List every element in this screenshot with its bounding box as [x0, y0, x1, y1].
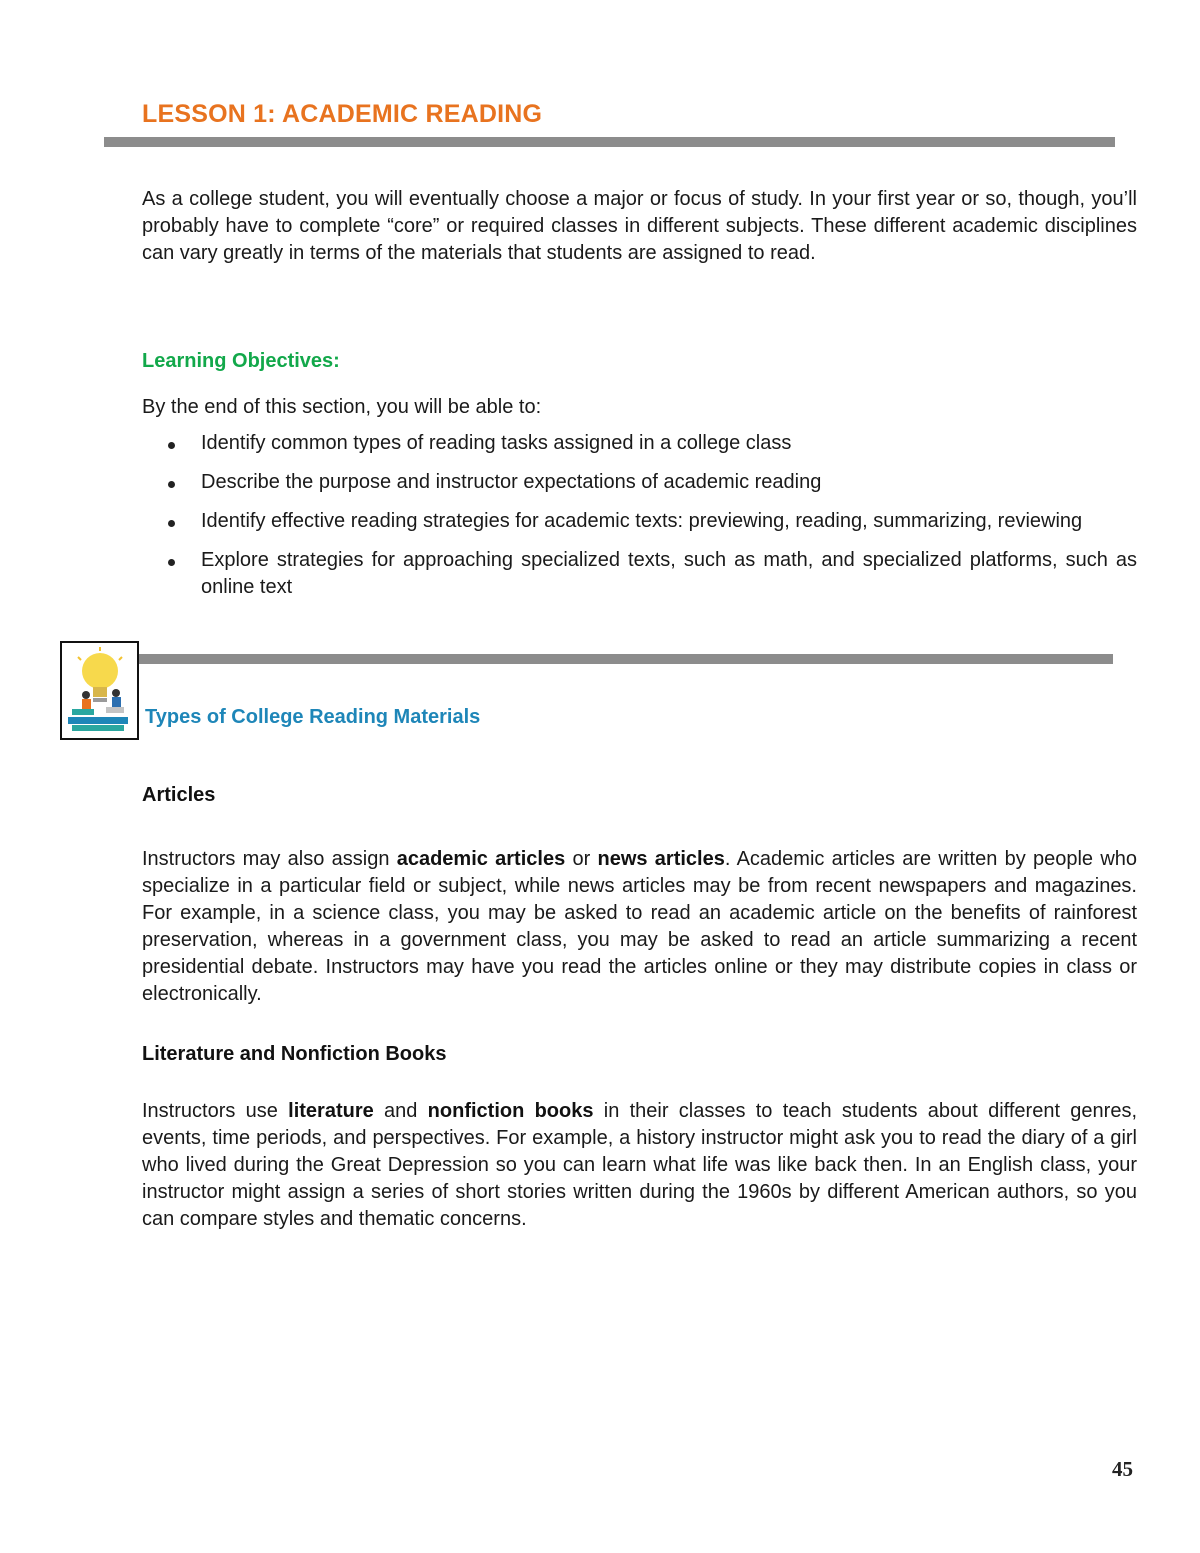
articles-paragraph: Instructors may also assign academic articles or news articles. Academic articles are written by people who specialize in a particular field or subject, while news articles may be from recent newspapers and magazines. For example, in a science class, you may be asked to read an academic article on the benefits of rainforest preservation, whereas in a government class, you may be asked to read an article summarizing a recent presidential debate. Instructors may have you read the articles online or they may distribute copies in class or electronically. [142, 848, 1138, 1005]
section-divider [135, 654, 1113, 664]
intro-paragraph: As a college student, you will eventually choose a major or focus of study. In your first year or so, though, you’ll probably have to complete “core” or required classes in different subjects. These different academic disciplines can vary greatly in terms of the materials that students are assigned to read. [142, 188, 1137, 264]
lesson-title: LESSON 1: ACADEMIC READING [142, 100, 543, 128]
objectives-heading: Learning Objectives: [142, 350, 340, 372]
page-number: 45 [1112, 1457, 1133, 1481]
list-item: Explore strategies for approaching specialized texts, such as math, and specialized platforms, such as online text [142, 547, 1137, 601]
bullet-icon [168, 520, 175, 527]
term-news-articles: news articles [597, 848, 725, 870]
term-literature: literature [288, 1100, 374, 1122]
section-title: Types of College Reading Materials [145, 706, 481, 728]
articles-heading: Articles [142, 784, 216, 806]
term-nonfiction-books: nonfiction books [427, 1100, 594, 1122]
list-item: Identify common types of reading tasks assigned in a college class [142, 430, 1137, 457]
list-item: Describe the purpose and instructor expectations of academic reading [142, 469, 1137, 496]
literature-heading: Literature and Nonfiction Books [142, 1043, 447, 1065]
bullet-icon [168, 481, 175, 488]
term-academic-articles: academic articles [396, 848, 566, 870]
objectives-list [142, 430, 1137, 613]
objectives-intro: By the end of this section, you will be able to: [142, 396, 542, 418]
bullet-icon [168, 559, 175, 566]
lightbulb-reading-icon [60, 641, 139, 740]
list-item: Identify effective reading strategies for academic texts: previewing, reading, summarizing, reviewing [142, 508, 1137, 535]
literature-paragraph: Instructors use literature and nonfiction books in their classes to teach students about different genres, events, time periods, and perspectives. For example, a history instructor might ask you to read the diary of a girl who lived during the Great Depression so you can learn what life was like back then. In an English class, your instructor might assign a series of short stories written during the 1960s by different American authors, so you can compare styles and thematic concerns. [142, 1100, 1137, 1230]
bullet-icon [168, 442, 175, 449]
title-divider [104, 137, 1115, 147]
